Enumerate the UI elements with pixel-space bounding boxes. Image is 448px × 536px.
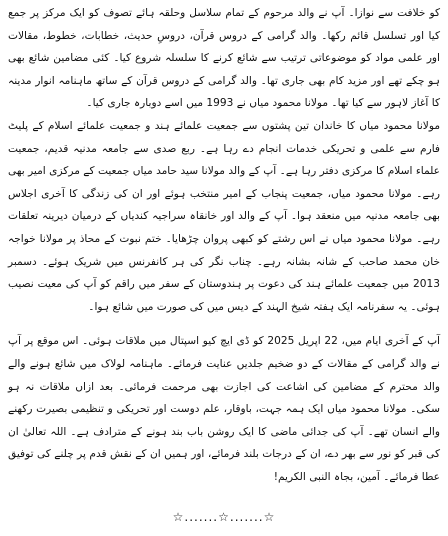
star-separator: ☆.......☆.......☆ [172,510,276,524]
paragraph-1: کو خلافت سے نوازا۔ آپ نے والد مرحوم کے تمام سلاسل وحلقہ ہائے تصوف کو ایک مرکز پر جمع کیا اور تسلسل قائم رکھا۔ والد گرامی کے دروس قرآن، دروسِ حدیث، خطابات، خطوط، مقالات اور علمی مواد کو موضوعاتی ترتیب سے شائع کرنے کا سلسلہ شروع کیا۔ کئی مضامین شائع بھی ہو چکے تھے اور مزید کام بھی جاری تھا۔ والد گرامی کے دروس قرآن کے ساتھ ماہنامہ انوار مدینہ کا آغاز لاہور سے کیا تھا۔ مولانا محمود میاں نے 1993 میں اسے دوبارہ جاری کیا۔ [8,7,440,110]
paragraph-2: مولانا محمود میاں کا خاندان تین پشتوں سے جمعیت علمائے ہند و جمعیت علمائے اسلام کے پلیٹ فارم سے علمی و تحریکی خدمات انجام دے رہا ہے۔ ربع صدی سے جامعہ مدنیہ قدیم، جمعیت علماء اسلام کا مرکزی دفتر رہا ہے۔ آپ کے والد مولانا سید حامد میاں جمعیت کے مرکزی امیر بھی رہے۔ مولانا محمود میاں، جمعیت پنجاب کے امیر منتخب ہوئے اور ان کی زندگی کا آخری اجلاس بھی جامعہ مدنیہ میں منعقد ہوا۔ آپ کے والد اور خانقاہ سراجیہ کندیاں کے درمیان دیرینہ تعلقات رہے۔ مولانا محمود میاں نے اس رشتے کو کبھی پروان چڑھایا۔ ختم نبوت کے محاذ پر مولانا خواجہ خان محمد صاحب کے شانہ بشانہ رہے۔ چناب نگر کی ہر کانفرنس میں شریک ہوئے۔ دسمبر 2013 میں جمعیت علمائے ہند کی دعوت پر ہندوستان کے سفر میں راقم کو آپ کی معیت نصیب ہوئی۔ یہ سفرنامہ ایک ہفتہ شیخ الہند کے دیس میں کی صورت میں شائع ہوا۔ [8,119,440,313]
paragraph-gap [8,318,440,330]
paragraph-3: آپ کے آخری ایام میں، 22 اپریل 2025 کو ڈی ایچ کیو اسپتال میں ملاقات ہوئی۔ اس موقع پر آپ نے والد گرامی کے مقالات کے دو ضخیم جلدیں عنایت فرمائے۔ ماہنامہ لولاک میں شائع ہونے والے والد محترم کے مضامین کی اشاعت کی اجازت بھی مرحمت فرمائی۔ بعد ازاں ملاقات نہ ہو سکی۔ مولانا محمود میاں ایک ہمہ جہت، باوقار، علم دوست اور تحریکی و تنظیمی بصیرت رکھنے والے انسان تھے۔ آپ کی جدائی ماضی کا ایک روشن باب بند ہونے کے مترادف ہے۔ اللہ تعالیٰ ان کی قبر کو نور سے بھر دے، ان کے درجات بلند فرمائے، اور ہمیں ان کے نقش قدم پر چلنے کی توفیق عطا فرمائے۔ آمین، بجاہ النبی الکریم! [8,335,441,483]
